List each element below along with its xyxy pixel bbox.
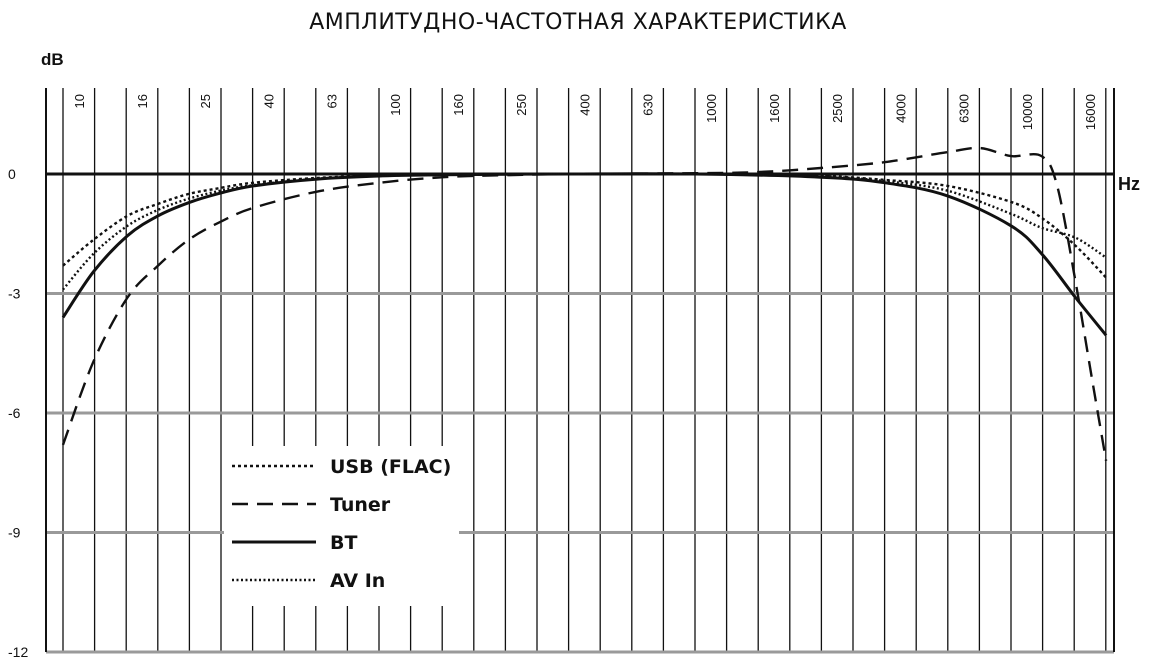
x-tick-label: 10 bbox=[71, 94, 87, 109]
legend bbox=[224, 446, 459, 606]
x-tick-label: 63 bbox=[324, 94, 340, 109]
y-tick-label: -3 bbox=[8, 285, 21, 302]
series-line-usb-flac bbox=[63, 174, 1106, 278]
y-axis-unit-label: dB bbox=[41, 50, 64, 69]
x-tick-label: 630 bbox=[640, 94, 656, 116]
x-tick-label: 16000 bbox=[1083, 94, 1098, 131]
legend-label-av-in: AV In bbox=[330, 570, 386, 592]
x-tick-label: 160 bbox=[451, 94, 466, 116]
x-tick-label: 1000 bbox=[703, 94, 719, 123]
x-tick-label: 400 bbox=[577, 94, 593, 116]
y-tick-label: 0 bbox=[8, 166, 16, 182]
x-tick-label: 2500 bbox=[830, 94, 846, 123]
x-tick-label: 10000 bbox=[1019, 94, 1035, 131]
x-axis-unit-label: Hz bbox=[1118, 174, 1140, 194]
x-tick-label: 250 bbox=[514, 94, 530, 116]
x-tick-label: 25 bbox=[198, 94, 214, 109]
y-tick-label: -12 bbox=[8, 644, 29, 660]
tick-label-layer bbox=[8, 94, 1098, 660]
x-tick-label: 1600 bbox=[767, 94, 782, 123]
series-line-av-in bbox=[63, 174, 1106, 290]
x-tick-label: 100 bbox=[387, 94, 403, 116]
series-line-bt bbox=[63, 174, 1106, 336]
chart-title: АМПЛИТУДНО-ЧАСТОТНАЯ ХАРАКТЕРИСТИКА bbox=[309, 10, 847, 35]
x-tick-label: 6300 bbox=[956, 94, 972, 123]
x-tick-label: 40 bbox=[261, 94, 277, 109]
y-tick-label: -9 bbox=[8, 524, 21, 541]
legend-label-usb-flac: USB (FLAC) bbox=[330, 456, 452, 478]
legend-label-bt: BT bbox=[330, 532, 358, 554]
x-tick-label: 4000 bbox=[893, 94, 909, 123]
legend-label-tuner: Tuner bbox=[330, 494, 391, 516]
x-tick-label: 16 bbox=[135, 94, 150, 109]
y-tick-label: -6 bbox=[8, 405, 21, 421]
